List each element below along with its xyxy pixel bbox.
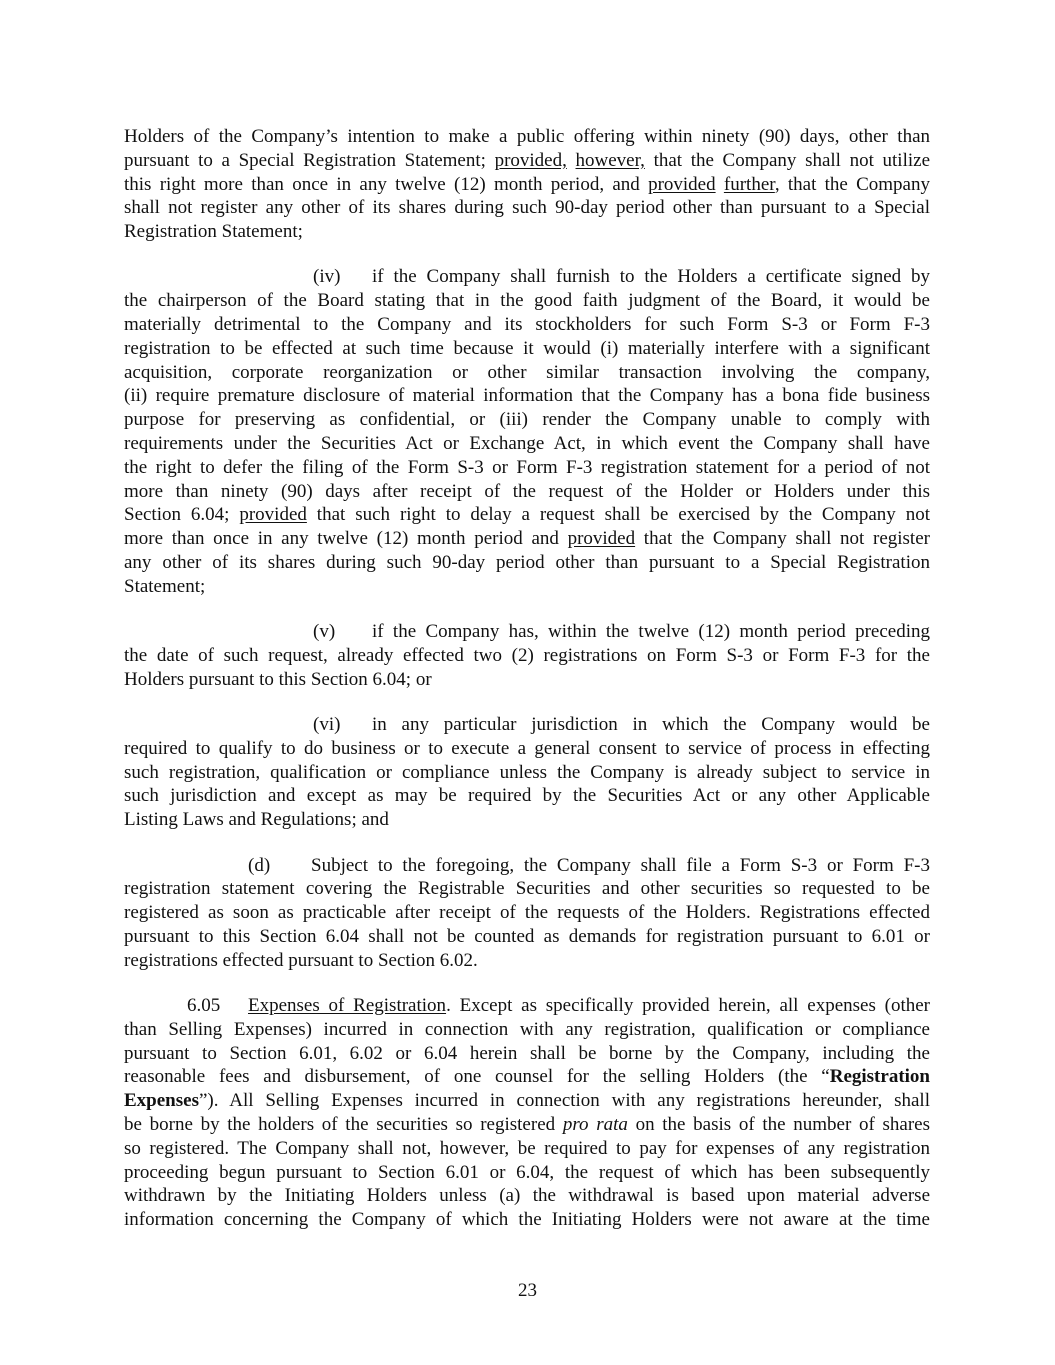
text-segment: proceeding begun pursuant to Section 6.01 or 6.04, the request of which has been subsequently <box>124 1161 930 1183</box>
text-segment: registrations effected pursuant to Section 6.02. <box>124 949 478 971</box>
text-segment: on the basis of the number of shares <box>627 1113 930 1135</box>
clause-number: (vi) <box>313 714 341 736</box>
text-segment: withdrawn by the Initiating Holders unless (a) the withdrawal is based upon material adverse <box>124 1185 930 1207</box>
text-segment: in any particular jurisdiction in which the Company would be <box>372 714 930 736</box>
italic-text: pro rata <box>562 1113 628 1135</box>
text-line <box>124 1065 930 1089</box>
text-line <box>124 668 930 692</box>
text-segment: pursuant to Section 6.01, 6.02 or 6.04 herein shall be borne by the Company, including the <box>124 1042 930 1064</box>
clause-number: (v) <box>313 621 336 643</box>
text-segment: than Selling Expenses) incurred in connection with any registration, qualification or compliance <box>124 1018 930 1040</box>
text-line <box>124 784 930 808</box>
text-line <box>124 480 930 504</box>
paragraph <box>124 854 930 973</box>
text-line <box>124 456 930 480</box>
text-line <box>124 265 930 289</box>
text-line <box>124 713 930 737</box>
paragraph <box>124 994 930 1232</box>
text-segment: (ii) require premature disclosure of material information that the Company has a bona fide business <box>124 385 930 407</box>
text-line <box>124 220 930 244</box>
text-line <box>124 361 930 385</box>
text-segment: the date of such request, already effected two (2) registrations on Form S-3 or Form F-3 for the <box>124 644 930 666</box>
text-segment: the chairperson of the Board stating that in the good faith judgment of the Board, it would be <box>124 290 930 312</box>
text-line <box>124 1042 930 1066</box>
text-line <box>124 527 930 551</box>
text-line <box>124 1089 930 1113</box>
paragraph <box>124 713 930 832</box>
underlined-text: Expenses of Registration <box>248 995 447 1016</box>
underlined-text: provided, <box>494 149 567 171</box>
text-line <box>124 994 930 1018</box>
text-segment: that the Company shall not register <box>635 528 930 550</box>
text-segment: more than once in any twelve (12) month period and <box>124 528 568 550</box>
text-line <box>124 854 930 878</box>
text-line <box>124 1184 930 1208</box>
text-segment: materially detrimental to the Company and its stockholders for such Form S-3 or Form F-3 <box>124 314 930 336</box>
text-segment: ”). All Selling Expenses incurred in connection with any registrations hereunder, shall <box>198 1090 930 1112</box>
text-line <box>124 1018 930 1042</box>
text-segment: be borne by the holders of the securities so registered <box>124 1113 563 1135</box>
text-line <box>124 149 930 173</box>
text-line <box>124 761 930 785</box>
clause-number: (d) <box>248 854 271 876</box>
text-segment: the right to defer the filing of the Form S-3 or Form F-3 registration statement for a period of not <box>124 456 930 478</box>
text-segment: more than ninety (90) days after receipt of the request of the Holder or Holders under this <box>124 480 930 502</box>
underlined-text: provided <box>239 504 307 526</box>
text-segment: that such right to delay a request shall be exercised by the Company not <box>306 504 930 526</box>
clause-number: (iv) <box>313 266 341 288</box>
text-line <box>124 575 930 599</box>
text-line <box>124 737 930 761</box>
text-segment: Registration Statement; <box>124 221 303 243</box>
text-segment: Holders pursuant to this Section 6.04; or <box>124 668 432 690</box>
text-segment: so registered. The Company shall not, however, be required to pay for expenses of any registration <box>124 1137 930 1159</box>
text-segment: required to qualify to do business or to execute a general consent to service of process in effecting <box>124 737 930 759</box>
paragraph <box>124 125 930 244</box>
text-segment: , that the Company <box>774 173 930 195</box>
text-line <box>124 432 930 456</box>
text-segment: acquisition, corporate reorganization or other similar transaction involving the company, <box>124 361 930 383</box>
text-line <box>124 808 930 832</box>
text-segment: reasonable fees and disbursement, of one counsel for the selling Holders (the “ <box>124 1066 830 1088</box>
text-line <box>124 408 930 432</box>
text-segment: any other of its shares during such 90-day period other than pursuant to a Special Registration <box>124 552 930 574</box>
text-segment: Holders of the Company’s intention to make a public offering within ninety (90) days, other than <box>124 126 930 147</box>
text-line <box>124 503 930 527</box>
text-line <box>124 620 930 644</box>
text-line <box>124 901 930 925</box>
page-number: 23 <box>518 1280 537 1301</box>
text-line <box>124 173 930 197</box>
text-segment: pursuant to this Section 6.04 shall not be counted as demands for registration pursuant to 6.01 or <box>124 925 930 947</box>
underlined-text: provided <box>648 173 716 195</box>
text-line <box>124 551 930 575</box>
text-line <box>124 644 930 668</box>
text-line <box>124 125 930 149</box>
text-line <box>124 313 930 337</box>
text-segment: requirements under the Securities Act or Exchange Act, in which event the Company shall have <box>124 433 930 455</box>
underlined-text: however, <box>575 149 645 171</box>
text-line <box>124 1161 930 1185</box>
text-segment <box>716 174 724 195</box>
text-segment: shall not register any other of its shares during such 90-day period other than pursuant to a Special <box>124 197 930 219</box>
clause-number: 6.05 <box>187 995 221 1016</box>
text-segment: registration to be effected at such time because it would (i) materially interfere with a significant <box>124 337 930 359</box>
underlined-text: further <box>723 173 775 195</box>
text-line <box>124 289 930 313</box>
text-line <box>124 1208 930 1232</box>
text-segment: registered as soon as practicable after receipt of the requests of the Holders. Registrations effected <box>124 902 930 924</box>
text-line <box>124 384 930 408</box>
text-line <box>124 337 930 361</box>
text-segment: that the Company shall not utilize <box>644 149 930 171</box>
text-segment: Statement; <box>124 575 206 597</box>
text-segment: Subject to the foregoing, the Company shall file a Form S-3 or Form F-3 <box>311 854 930 876</box>
text-segment <box>567 150 576 171</box>
text-segment: purpose for preserving as confidential, or (iii) render the Company unable to comply with <box>124 409 930 431</box>
text-segment: if the Company has, within the twelve (12) month period preceding <box>372 621 930 643</box>
document-body <box>124 125 930 1253</box>
text-segment: Listing Laws and Regulations; and <box>124 809 389 831</box>
text-line <box>124 877 930 901</box>
paragraph <box>124 265 930 598</box>
text-line <box>124 1113 930 1137</box>
text-segment: this right more than once in any twelve (12) month period, and <box>124 173 649 195</box>
text-segment: such registration, qualification or compliance unless the Company is already subject to service in <box>124 761 930 783</box>
text-segment: if the Company shall furnish to the Holders a certificate signed by <box>372 266 930 288</box>
bold-text: Expenses <box>124 1090 199 1112</box>
text-segment: pursuant to a Special Registration Statement; <box>124 149 495 171</box>
text-line <box>124 925 930 949</box>
underlined-text: provided <box>567 528 636 550</box>
text-segment: information concerning the Company of which the Initiating Holders were not aware at the time <box>124 1209 930 1231</box>
text-segment: registration statement covering the Registrable Securities and other securities so requested to be <box>124 878 930 900</box>
paragraph <box>124 620 930 691</box>
text-line <box>124 196 930 220</box>
text-segment: such jurisdiction and except as may be required by the Securities Act or any other Applicable <box>124 785 930 807</box>
text-segment: Section 6.04; <box>124 504 240 526</box>
text-line <box>124 1137 930 1161</box>
text-segment: . Except as specifically provided herein, all expenses (other <box>446 995 930 1016</box>
text-line <box>124 949 930 973</box>
bold-text: Registration <box>829 1066 930 1088</box>
